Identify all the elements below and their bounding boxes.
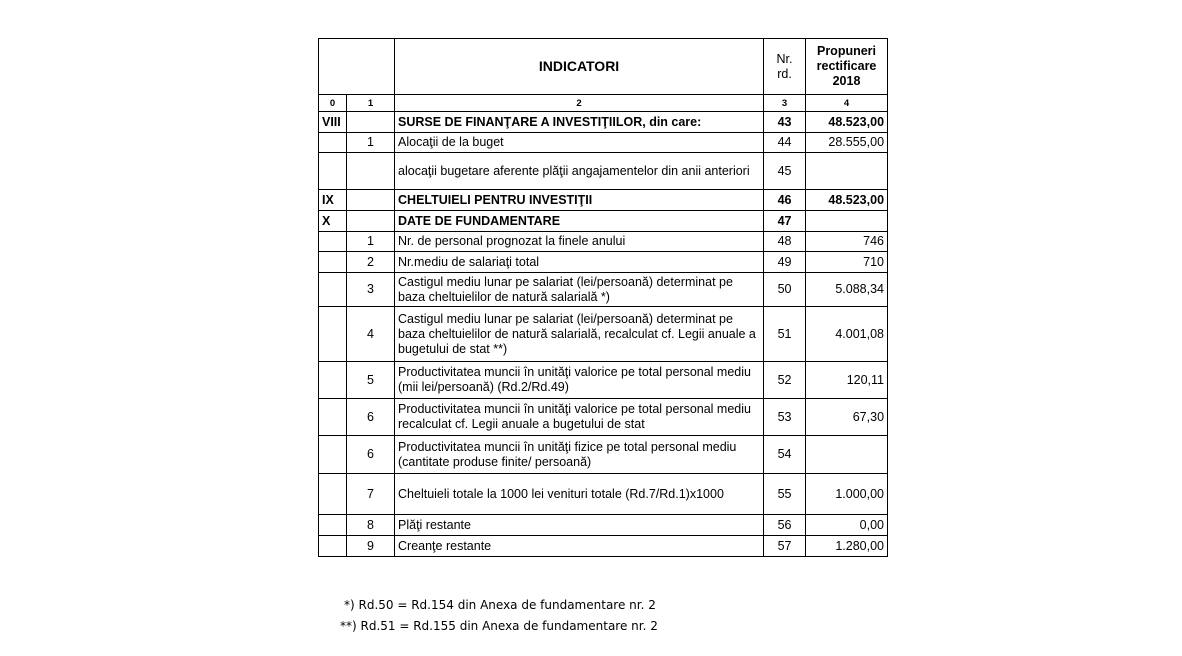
table-row bbox=[319, 190, 888, 211]
item-number-cell: 8 bbox=[347, 515, 395, 536]
section-code-cell: IX bbox=[319, 190, 347, 211]
row-number-cell: 56 bbox=[764, 515, 806, 536]
index-row bbox=[319, 95, 888, 112]
indicator-text-cell: Productivitatea muncii în unităţi valorice pe total personal mediu recalculat cf. Legii anuale a bugetului de stat bbox=[395, 399, 764, 436]
item-number-cell: 6 bbox=[347, 399, 395, 436]
section-code-cell bbox=[319, 362, 347, 399]
item-number-cell bbox=[347, 190, 395, 211]
section-code-cell: X bbox=[319, 211, 347, 232]
table-row bbox=[319, 515, 888, 536]
table-row bbox=[319, 211, 888, 232]
row-number-cell: 48 bbox=[764, 232, 806, 252]
footnote-2: **) Rd.51 = Rd.155 din Anexa de fundamentare nr. 2 bbox=[340, 619, 658, 633]
value-cell bbox=[806, 153, 888, 190]
item-number-cell: 1 bbox=[347, 133, 395, 153]
section-code-cell bbox=[319, 153, 347, 190]
indicator-text-cell: DATE DE FUNDAMENTARE bbox=[395, 211, 764, 232]
item-number-cell: 9 bbox=[347, 536, 395, 557]
table-row bbox=[319, 307, 888, 362]
indicator-text-cell: Creanţe restante bbox=[395, 536, 764, 557]
value-cell: 1.000,00 bbox=[806, 474, 888, 515]
index-cell-1: 1 bbox=[347, 95, 395, 112]
item-number-cell: 5 bbox=[347, 362, 395, 399]
table-row bbox=[319, 273, 888, 307]
table-row bbox=[319, 252, 888, 273]
row-number-cell: 53 bbox=[764, 399, 806, 436]
value-cell: 0,00 bbox=[806, 515, 888, 536]
index-cell-3: 3 bbox=[764, 95, 806, 112]
item-number-cell bbox=[347, 211, 395, 232]
value-cell bbox=[806, 211, 888, 232]
row-number-cell: 46 bbox=[764, 190, 806, 211]
header-row bbox=[319, 39, 888, 95]
value-cell: 67,30 bbox=[806, 399, 888, 436]
indicator-text-cell: Cheltuieli totale la 1000 lei venituri totale (Rd.7/Rd.1)x1000 bbox=[395, 474, 764, 515]
index-cell-2: 2 bbox=[395, 95, 764, 112]
item-number-cell: 3 bbox=[347, 273, 395, 307]
value-cell: 4.001,08 bbox=[806, 307, 888, 362]
table-row bbox=[319, 436, 888, 474]
section-code-cell bbox=[319, 273, 347, 307]
header-nr-rd bbox=[764, 39, 806, 95]
value-cell: 120,11 bbox=[806, 362, 888, 399]
section-code-cell bbox=[319, 307, 347, 362]
row-number-cell: 44 bbox=[764, 133, 806, 153]
indicator-text-cell: Nr.mediu de salariaţi total bbox=[395, 252, 764, 273]
indicator-text-cell: Castigul mediu lunar pe salariat (lei/persoană) determinat pe baza cheltuielilor de natură salarială *) bbox=[395, 273, 764, 307]
header-propuneri-line2: rectificare bbox=[816, 59, 877, 73]
row-number-cell: 51 bbox=[764, 307, 806, 362]
row-number-cell: 57 bbox=[764, 536, 806, 557]
value-cell: 1.280,00 bbox=[806, 536, 888, 557]
section-code-cell bbox=[319, 252, 347, 273]
value-cell: 48.523,00 bbox=[806, 112, 888, 133]
header-propuneri bbox=[806, 39, 888, 95]
row-number-cell: 52 bbox=[764, 362, 806, 399]
item-number-cell: 1 bbox=[347, 232, 395, 252]
item-number-cell: 6 bbox=[347, 436, 395, 474]
section-code-cell bbox=[319, 399, 347, 436]
indicators-sheet bbox=[318, 38, 888, 557]
header-nr-line: Nr. bbox=[776, 51, 793, 66]
section-code-cell bbox=[319, 232, 347, 252]
section-code-cell bbox=[319, 474, 347, 515]
value-cell: 28.555,00 bbox=[806, 133, 888, 153]
value-cell: 5.088,34 bbox=[806, 273, 888, 307]
section-code-cell bbox=[319, 436, 347, 474]
table-row bbox=[319, 232, 888, 252]
table-row bbox=[319, 474, 888, 515]
value-cell: 48.523,00 bbox=[806, 190, 888, 211]
row-number-cell: 43 bbox=[764, 112, 806, 133]
item-number-cell: 2 bbox=[347, 252, 395, 273]
table-row bbox=[319, 112, 888, 133]
indicator-text-cell: CHELTUIELI PENTRU INVESTIŢII bbox=[395, 190, 764, 211]
indicator-text-cell: SURSE DE FINANŢARE A INVESTIŢIILOR, din care: bbox=[395, 112, 764, 133]
indicator-text-cell: Productivitatea muncii în unităţi valorice pe total personal mediu (mii lei/persoană) (Rd.2/Rd.49) bbox=[395, 362, 764, 399]
footnote-1: *) Rd.50 = Rd.154 din Anexa de fundamentare nr. 2 bbox=[344, 598, 656, 612]
table-row bbox=[319, 153, 888, 190]
item-number-cell bbox=[347, 153, 372, 190]
row-number-cell: 47 bbox=[764, 211, 806, 232]
indicator-text-cell: Nr. de personal prognozat la finele anului bbox=[395, 232, 764, 252]
value-cell: 746 bbox=[806, 232, 888, 252]
row-number-cell: 55 bbox=[764, 474, 806, 515]
value-cell: 710 bbox=[806, 252, 888, 273]
section-code-cell bbox=[319, 133, 347, 153]
item-number-cell: 4 bbox=[347, 307, 395, 362]
section-code-cell: VIII bbox=[319, 112, 347, 133]
index-cell-4: 4 bbox=[806, 95, 888, 112]
table-row bbox=[319, 536, 888, 557]
table-row bbox=[319, 399, 888, 436]
value-cell bbox=[806, 436, 888, 474]
indicators-table bbox=[318, 38, 888, 557]
section-code-cell bbox=[319, 536, 347, 557]
item-number-cell bbox=[347, 112, 395, 133]
table-row bbox=[319, 362, 888, 399]
header-propuneri-line3: 2018 bbox=[832, 74, 861, 88]
indicator-text-cell: Alocaţii de la buget bbox=[395, 133, 764, 153]
row-number-cell: 45 bbox=[764, 153, 806, 190]
indicator-text-cell: Productivitatea muncii în unităţi fizice pe total personal mediu (cantitate produse finite/ persoană) bbox=[395, 436, 764, 474]
row-number-cell: 49 bbox=[764, 252, 806, 273]
header-propuneri-line1: Propuneri bbox=[816, 44, 877, 58]
header-indicatori: INDICATORI bbox=[395, 39, 764, 95]
index-cell-0: 0 bbox=[319, 95, 347, 112]
indicator-text-cell: Plăţi restante bbox=[395, 515, 764, 536]
item-number-cell: 7 bbox=[347, 474, 395, 515]
indicator-text-cell: Castigul mediu lunar pe salariat (lei/persoană) determinat pe baza cheltuielilor de natură salarială, recalculat cf. Legii anuale a bugetului de stat **) bbox=[395, 307, 764, 362]
table-row bbox=[319, 133, 888, 153]
section-code-cell bbox=[319, 515, 347, 536]
indicator-text-cell: alocaţii bugetare aferente plăţii angajamentelor din anii anteriori bbox=[395, 153, 764, 190]
row-number-cell: 50 bbox=[764, 273, 806, 307]
sub-indent-cell bbox=[372, 153, 395, 190]
row-number-cell: 54 bbox=[764, 436, 806, 474]
header-blank-cell bbox=[319, 39, 395, 95]
header-rd-line: rd. bbox=[777, 66, 792, 81]
